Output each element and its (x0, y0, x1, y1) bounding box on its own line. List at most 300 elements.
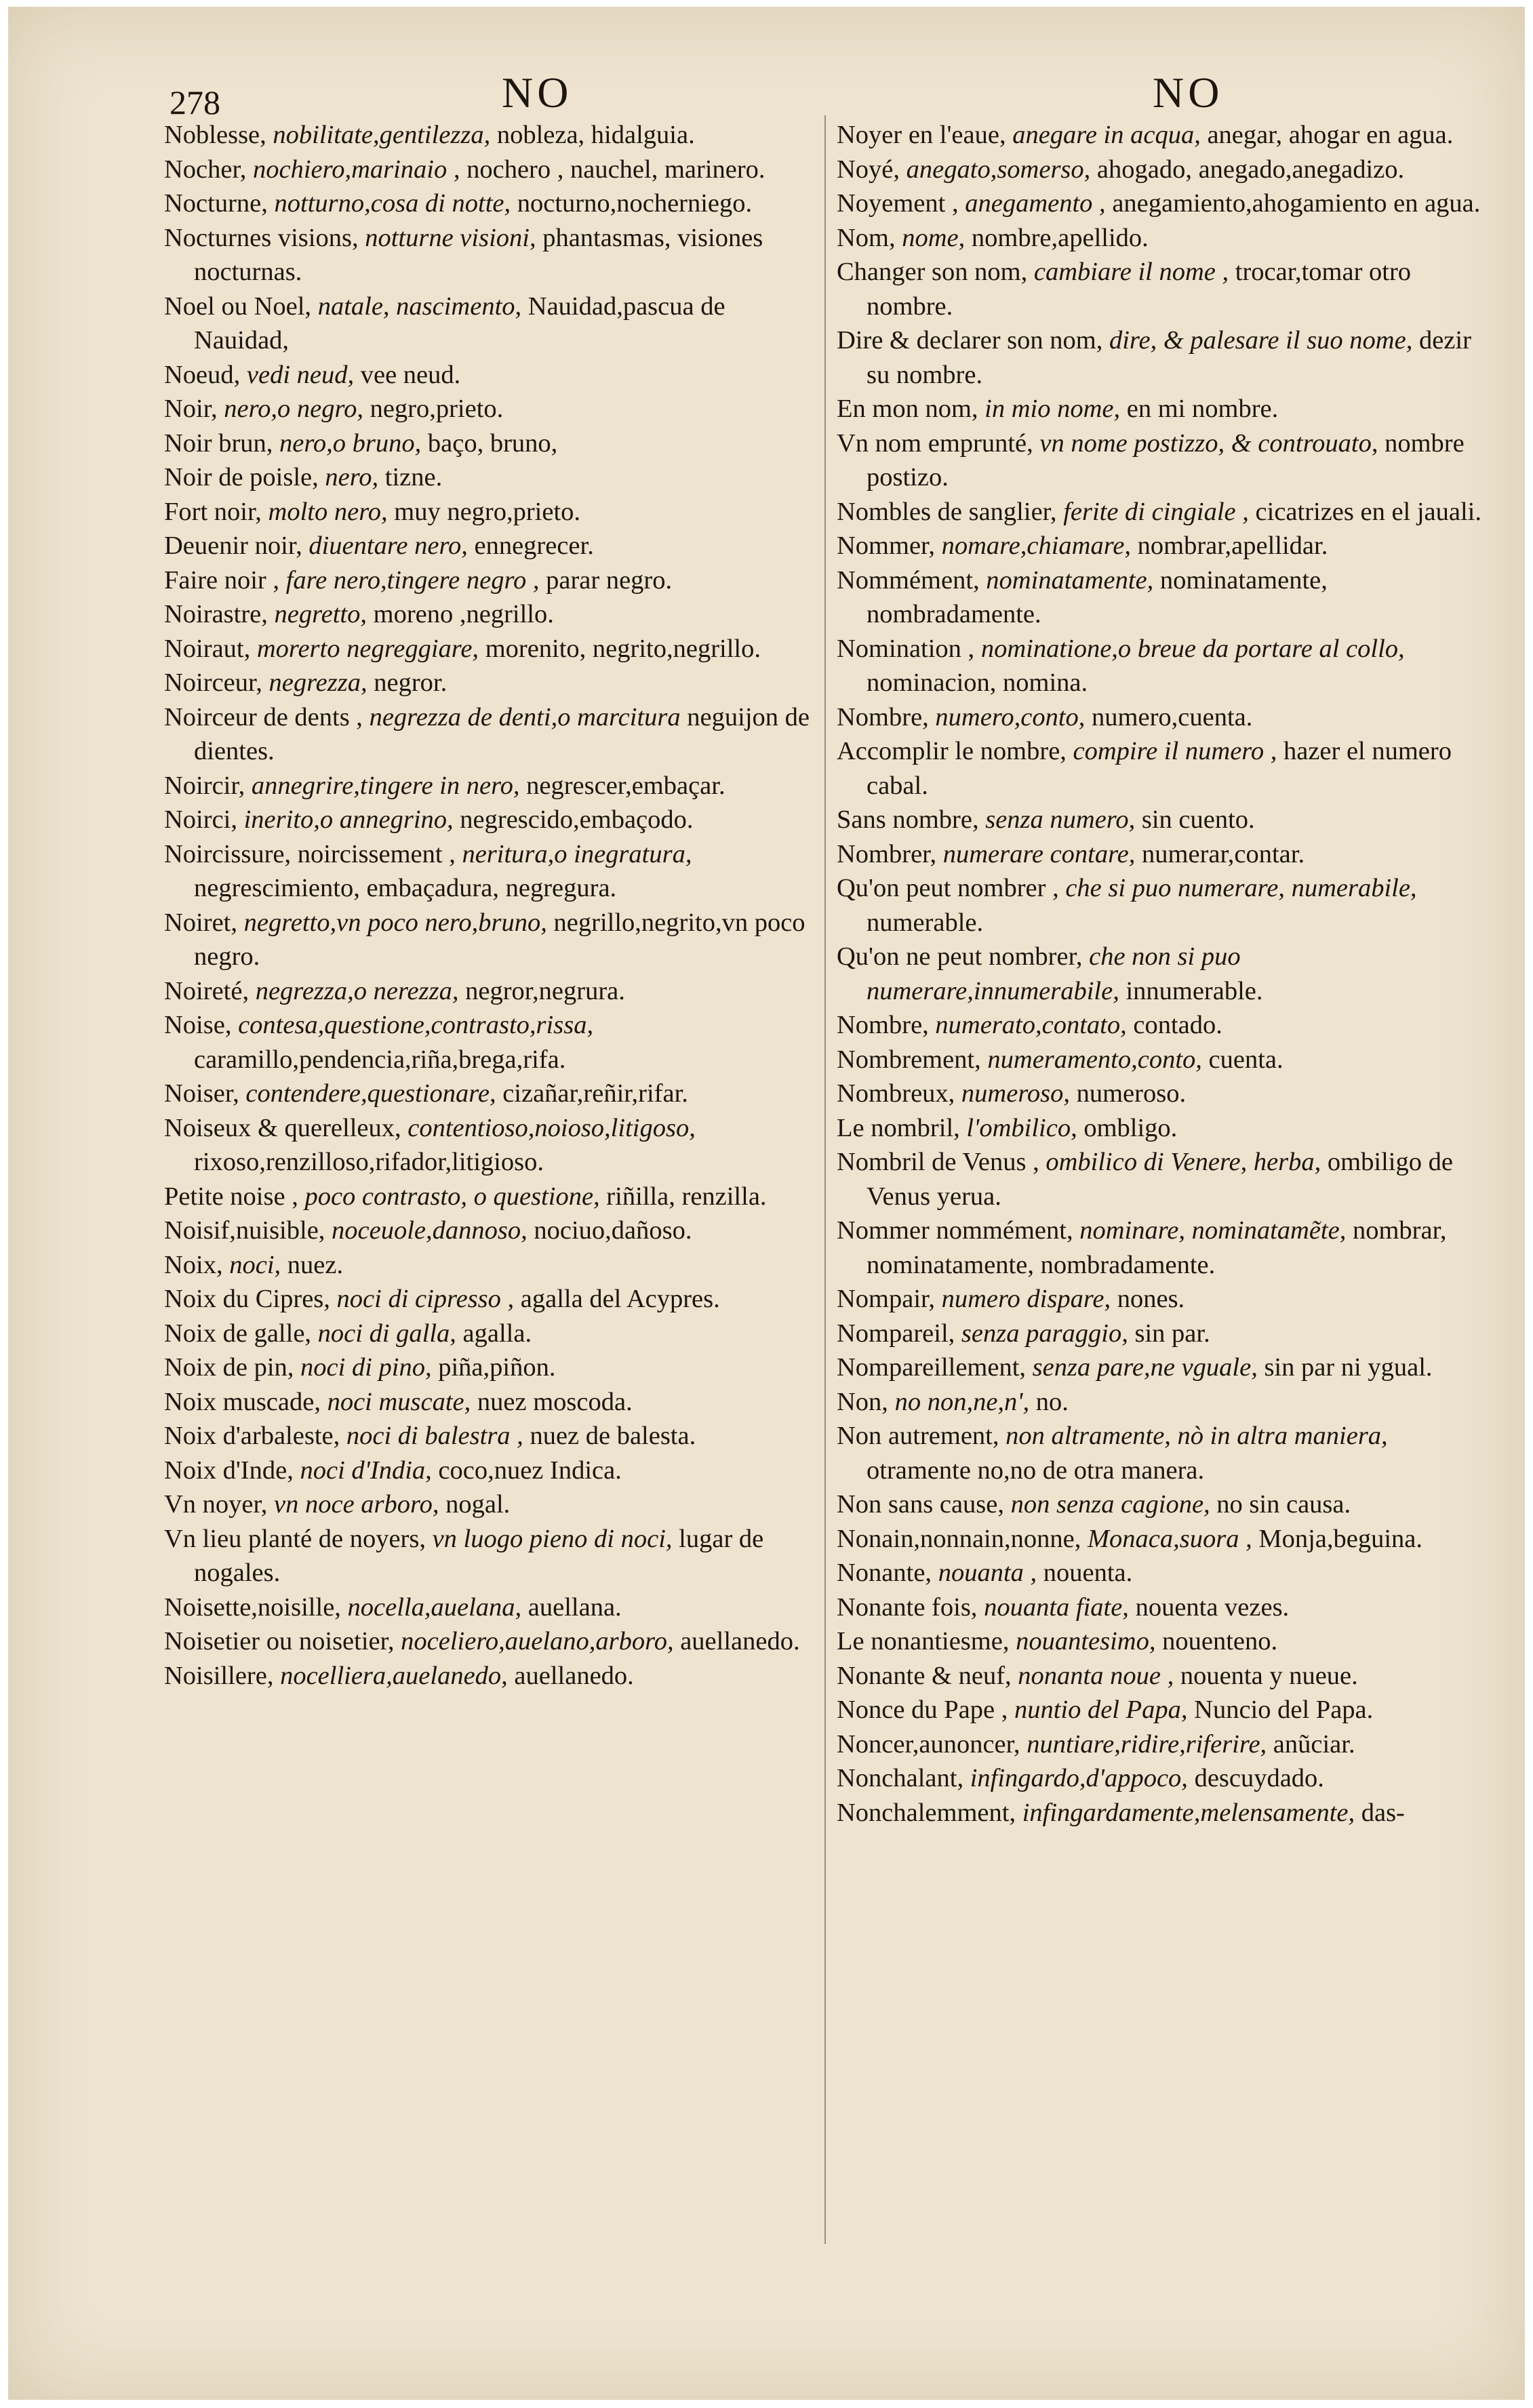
italian-translation: noci d'India, (300, 1456, 432, 1485)
dictionary-page (8, 7, 1525, 2400)
french-headword: Noirceur de dents , (164, 702, 363, 731)
italian-translation: negrezza de denti,o marcitura (369, 702, 681, 731)
spanish-translation: sin par. (1134, 1319, 1210, 1348)
dictionary-entry (164, 392, 815, 426)
dictionary-entry (164, 1624, 815, 1659)
italian-translation: vn nome postizzo, & controuato, (1039, 428, 1378, 458)
spanish-translation: negrillo,negrito,vn poco negro. (194, 908, 805, 971)
left-column (164, 118, 815, 1693)
dictionary-entry (164, 1350, 815, 1385)
spanish-translation: negrescido,embaçodo. (460, 805, 694, 834)
italian-translation: nocelliera,auelanedo, (280, 1661, 508, 1690)
italian-translation: nomare,chiamare, (941, 531, 1132, 560)
italian-translation: vn luogo pieno di noci, (432, 1524, 673, 1553)
dictionary-entry (837, 1111, 1491, 1146)
dictionary-entry (837, 1796, 1491, 1830)
french-headword: Nocher, (164, 155, 247, 184)
spanish-translation: neguijon de dientes. (194, 702, 810, 765)
dictionary-entry (164, 1213, 815, 1248)
spanish-translation: negrescimiento, embaçadura, negregura. (194, 874, 617, 902)
spanish-translation: Nuncio del Papa. (1194, 1695, 1374, 1724)
italian-translation: notturno,cosa di notte, (274, 189, 511, 218)
dictionary-entry (837, 1350, 1491, 1385)
italian-translation: contendere,questionare, (245, 1079, 496, 1108)
dictionary-entry (837, 1008, 1491, 1043)
spanish-translation: nogal. (445, 1490, 511, 1519)
french-headword: Noirceur, (164, 668, 262, 697)
spanish-translation: nones. (1117, 1285, 1185, 1313)
italian-translation: neritura,o inegratura, (462, 839, 692, 868)
dictionary-entry (837, 1727, 1491, 1762)
italian-translation: numerato,contato, (935, 1011, 1127, 1039)
dictionary-entry (837, 1282, 1491, 1317)
french-headword: Noirci, (164, 805, 237, 834)
spanish-translation: coco,nuez Indica. (438, 1456, 622, 1485)
italian-translation: diuentare nero, (308, 531, 468, 560)
dictionary-entry (837, 529, 1491, 563)
dictionary-entry (837, 1077, 1491, 1111)
dictionary-entry (837, 1659, 1491, 1693)
italian-translation: numeramento,conto, (987, 1045, 1202, 1074)
italian-translation: nuntio del Papa, (1014, 1695, 1188, 1724)
italian-translation: dire, & palesare il suo nome, (1109, 326, 1413, 355)
italian-translation: numeroso, (961, 1079, 1070, 1108)
french-headword: Qu'on peut nombrer , (837, 874, 1059, 902)
french-headword: Noncer,aunoncer, (837, 1729, 1020, 1759)
italian-translation: nominare, nominatamẽte, (1079, 1216, 1347, 1245)
spanish-translation: nombrar,apellidar. (1137, 531, 1328, 560)
spanish-translation: numero,cuenta. (1092, 702, 1253, 731)
spanish-translation: nouenta. (1043, 1559, 1133, 1587)
dictionary-entry (837, 1213, 1491, 1282)
italian-translation: nouanta , (938, 1559, 1037, 1587)
italian-translation: negretto, (274, 600, 367, 628)
dictionary-entry (164, 1453, 815, 1488)
dictionary-entry (164, 1385, 815, 1420)
french-headword: Noblesse, (164, 121, 266, 149)
french-headword: Nonchalemment, (837, 1798, 1016, 1827)
french-headword: Noiret, (164, 908, 237, 937)
dictionary-entry (164, 1077, 815, 1111)
italian-translation: senza pare,ne vguale, (1032, 1353, 1258, 1382)
spanish-translation: nominatamente, nombradamente. (867, 565, 1328, 628)
spanish-translation: en mi nombre. (1126, 395, 1279, 423)
french-headword: Nonchalant, (837, 1764, 964, 1792)
dictionary-entry (837, 1761, 1491, 1796)
spanish-translation: anegamiento,ahogamiento en agua. (1112, 189, 1481, 218)
french-headword: Nombrement, (837, 1045, 981, 1074)
french-headword: Changer son nom, (837, 258, 1028, 286)
dictionary-entry (837, 871, 1491, 940)
italian-translation: anegato,somerso, (906, 155, 1091, 184)
italian-translation: non senza cagione, (1010, 1490, 1210, 1519)
spanish-translation: otramente no,no de otra manera. (867, 1456, 1205, 1485)
dictionary-entry (837, 495, 1491, 529)
french-headword: Noircissure, noircissement , (164, 839, 456, 868)
french-headword: Nonante & neuf, (837, 1661, 1012, 1690)
french-headword: Le nombril, (837, 1113, 960, 1142)
column-divider (824, 115, 826, 2244)
french-headword: Nonante fois, (837, 1592, 978, 1622)
italian-translation: anegamento , (965, 189, 1106, 218)
french-headword: Petite noise , (164, 1182, 298, 1211)
french-headword: Noix de pin, (164, 1353, 294, 1382)
spanish-translation: nuez. (287, 1250, 344, 1279)
italian-translation: nome, (902, 223, 965, 252)
dictionary-entry (164, 632, 815, 666)
dictionary-entry (164, 1248, 815, 1283)
italian-translation: infingardamente,melensamente, (1022, 1798, 1355, 1827)
spanish-translation: nobleza, hidalguia. (496, 121, 695, 149)
french-headword: Nompair, (837, 1285, 935, 1313)
spanish-translation: phantasmas, visiones nocturnas. (194, 223, 763, 286)
running-head-left: NO (502, 68, 573, 117)
spanish-translation: contado. (1133, 1011, 1222, 1039)
spanish-translation: muy negro,prieto. (394, 497, 581, 526)
spanish-translation: nocturno,nocherniego. (517, 189, 753, 218)
spanish-translation: auellanedo. (680, 1627, 800, 1656)
french-headword: Qu'on ne peut nombrer, (837, 942, 1083, 971)
italian-translation: nominatamente, (986, 565, 1154, 595)
dictionary-entry (164, 221, 815, 289)
french-headword: Noix du Cipres, (164, 1285, 330, 1313)
french-headword: Noyement , (837, 189, 959, 218)
dictionary-entry (164, 495, 815, 529)
spanish-translation: negrescer,embaçar. (526, 771, 725, 800)
spanish-translation: anegar, ahogar en agua. (1207, 121, 1454, 149)
dictionary-entry (837, 1522, 1491, 1557)
italian-translation: ombilico di Venere, herba, (1046, 1148, 1321, 1176)
italian-translation: numerare contare, (942, 839, 1136, 868)
italian-translation: noci muscate, (327, 1387, 471, 1416)
italian-translation: che si puo numerare, numerabile, (1065, 874, 1417, 902)
dictionary-entry (837, 392, 1491, 426)
spanish-translation: numerar,contar. (1142, 839, 1305, 868)
italian-translation: negrezza,o nerezza, (255, 976, 459, 1005)
dictionary-entry (164, 186, 815, 221)
french-headword: Noyer en l'eaue, (837, 121, 1006, 149)
dictionary-entry (837, 323, 1491, 392)
spanish-translation: nombre postizo. (867, 428, 1465, 491)
italian-translation: numero,conto, (935, 702, 1086, 731)
italian-translation: contentioso,noioso,litigoso, (407, 1113, 696, 1142)
spanish-translation: negro,prieto. (370, 395, 504, 423)
dictionary-entry (164, 1180, 815, 1214)
dictionary-entry (837, 563, 1491, 632)
spanish-translation: trocar,tomar otro nombre. (867, 258, 1412, 321)
italian-translation: numero dispare, (941, 1285, 1111, 1313)
italian-translation: fare nero,tingere negro , (285, 565, 540, 595)
italian-translation: noci di galla, (317, 1319, 456, 1348)
italian-translation: nuntiare,ridire,riferire, (1027, 1729, 1267, 1759)
dictionary-entry (164, 153, 815, 187)
french-headword: Nombre, (837, 702, 929, 731)
italian-translation: non altramente, nò in altra maniera, (1006, 1422, 1388, 1450)
italian-translation: vedi neud, (246, 360, 355, 389)
dictionary-entry (164, 460, 815, 495)
french-headword: Noircir, (164, 771, 245, 800)
french-headword: Nommer, (837, 531, 935, 560)
dictionary-entry (837, 1385, 1491, 1420)
spanish-translation: Nauidad,pascua de Nauidad, (194, 292, 725, 355)
italian-translation: nouantesimo, (1016, 1627, 1156, 1656)
dictionary-entry (837, 803, 1491, 837)
french-headword: Noirastre, (164, 600, 268, 628)
spanish-translation: moreno ,negrillo. (373, 600, 554, 628)
dictionary-entry (164, 1419, 815, 1453)
french-headword: Nombles de sanglier, (837, 497, 1057, 526)
dictionary-entry (164, 803, 815, 837)
dictionary-entry (164, 1282, 815, 1317)
french-headword: Noix, (164, 1250, 223, 1279)
french-headword: Noir de poisle, (164, 463, 319, 491)
french-headword: Faire noir , (164, 565, 279, 595)
french-headword: Noir, (164, 395, 218, 423)
french-headword: Nompareillement, (837, 1353, 1027, 1382)
italian-translation: natale, nascimento, (317, 292, 522, 321)
spanish-translation: lugar de nogales. (194, 1524, 764, 1587)
italian-translation: no non,ne,n', (894, 1387, 1030, 1416)
dictionary-entry (164, 1487, 815, 1522)
spanish-translation: nouenta vezes. (1135, 1592, 1290, 1622)
spanish-translation: nominacion, nomina. (867, 668, 1088, 697)
spanish-translation: cizañar,reñir,rifar. (502, 1079, 688, 1108)
dictionary-entry (164, 597, 815, 632)
italian-translation: poco contrasto, o questione, (304, 1182, 600, 1211)
dictionary-entry (164, 769, 815, 803)
italian-translation: l'ombilico, (966, 1113, 1077, 1142)
italian-translation: negretto,vn poco nero,bruno, (243, 908, 547, 937)
spanish-translation: nouenta y nueue. (1180, 1661, 1358, 1690)
dictionary-entry (837, 186, 1491, 221)
dictionary-entry (837, 1145, 1491, 1213)
french-headword: Nonain,nonnain,nonne, (837, 1524, 1081, 1553)
spanish-translation: ennegrecer. (474, 531, 594, 560)
spanish-translation: nuez moscoda. (477, 1387, 633, 1416)
french-headword: Nommer nommément, (837, 1216, 1073, 1245)
french-headword: Noireté, (164, 976, 250, 1005)
dictionary-entry (837, 734, 1491, 803)
dictionary-entry (164, 1522, 815, 1590)
dictionary-entry (164, 289, 815, 358)
italian-translation: compire il numero , (1073, 737, 1277, 765)
french-headword: Noyé, (837, 155, 900, 184)
spanish-translation: baço, bruno, (427, 428, 558, 458)
french-headword: Fort noir, (164, 497, 262, 526)
french-headword: Non sans cause, (837, 1490, 1004, 1519)
spanish-translation: auellanedo. (514, 1661, 634, 1690)
spanish-translation: descuydado. (1194, 1764, 1324, 1792)
spanish-translation: sin par ni ygual. (1264, 1353, 1433, 1382)
french-headword: Noix de galle, (164, 1319, 312, 1348)
french-headword: Sans nombre, (837, 805, 979, 834)
dictionary-entry (164, 906, 815, 974)
spanish-translation: morenito, negrito,negrillo. (485, 634, 761, 663)
spanish-translation: agalla del Acypres. (520, 1285, 720, 1313)
french-headword: Dire & declarer son nom, (837, 326, 1103, 355)
italian-translation: in mio nome, (984, 395, 1121, 423)
french-headword: Nom, (837, 223, 896, 252)
spanish-translation: nouenteno. (1162, 1627, 1278, 1656)
italian-translation: noci di cipresso , (336, 1285, 515, 1313)
spanish-translation: anũciar. (1273, 1729, 1355, 1759)
spanish-translation: sin cuento. (1141, 805, 1255, 834)
french-headword: Vn lieu planté de noyers, (164, 1524, 426, 1553)
dictionary-entry (837, 700, 1491, 735)
spanish-translation: no. (1035, 1387, 1069, 1416)
italian-translation: senza paraggio, (961, 1319, 1128, 1348)
italian-translation: nochiero,marinaio , (253, 155, 460, 184)
spanish-translation: negror,negrura. (465, 976, 625, 1005)
dictionary-entry (164, 426, 815, 461)
spanish-translation: Monja,beguina. (1258, 1524, 1422, 1553)
dictionary-entry (164, 700, 815, 769)
french-headword: Noiraut, (164, 634, 251, 663)
french-headword: Nocturne, (164, 189, 268, 218)
french-headword: Noix muscade, (164, 1387, 321, 1416)
italian-translation: noceuole,dannoso, (332, 1216, 527, 1245)
dictionary-entry (837, 1419, 1491, 1487)
italian-translation: morerto negreggiare, (256, 634, 479, 663)
spanish-translation: nociuo,dañoso. (534, 1216, 692, 1245)
spanish-translation: hazer el numero cabal. (867, 737, 1452, 800)
spanish-translation: agalla. (462, 1319, 532, 1348)
french-headword: Noir brun, (164, 428, 273, 458)
french-headword: Noisillere, (164, 1661, 274, 1690)
italian-translation: notturne visioni, (365, 223, 536, 252)
spanish-translation: negror. (374, 668, 447, 697)
dictionary-entry (837, 1624, 1491, 1659)
spanish-translation: ombligo. (1083, 1113, 1178, 1142)
page-number: 278 (170, 83, 220, 121)
spanish-translation: vee neud. (360, 360, 461, 389)
italian-translation: noci di pino, (300, 1353, 432, 1382)
dictionary-entry (837, 632, 1491, 700)
italian-translation: Monaca,suora , (1087, 1524, 1252, 1553)
french-headword: Nombreux, (837, 1079, 955, 1108)
french-headword: Nommément, (837, 565, 980, 595)
french-headword: Le nonantiesme, (837, 1627, 1010, 1656)
dictionary-entry (164, 1659, 815, 1693)
italian-translation: nobilitate,gentilezza, (273, 121, 491, 149)
dictionary-entry (837, 1693, 1491, 1727)
spanish-translation: nombre,apellido. (971, 223, 1149, 252)
dictionary-entry (837, 940, 1491, 1008)
spanish-translation: parar negro. (546, 565, 673, 595)
french-headword: Vn nom emprunté, (837, 428, 1033, 458)
italian-translation: nocella,auelana, (347, 1592, 522, 1622)
dictionary-entry (164, 118, 815, 153)
dictionary-entry (164, 1590, 815, 1625)
dictionary-entry (837, 1556, 1491, 1590)
italian-translation: senza numero, (985, 805, 1136, 834)
french-headword: Nonante, (837, 1559, 932, 1587)
spanish-translation: das- (1361, 1798, 1405, 1827)
french-headword: Nomination , (837, 634, 975, 663)
spanish-translation: cuenta. (1208, 1045, 1283, 1074)
dictionary-entry (164, 563, 815, 598)
dictionary-entry (164, 1111, 815, 1180)
dictionary-entry (837, 221, 1491, 256)
spanish-translation: rixoso,renzilloso,rifador,litigioso. (194, 1148, 544, 1176)
spanish-translation: innumerable. (1126, 976, 1263, 1005)
italian-translation: nero, (325, 463, 379, 491)
dictionary-entry (837, 1043, 1491, 1077)
french-headword: Vn noyer, (164, 1490, 268, 1519)
french-headword: Nompareil, (837, 1319, 955, 1348)
italian-translation: nero,o negro, (224, 395, 363, 423)
spanish-translation: numeroso. (1076, 1079, 1187, 1108)
dictionary-entry (837, 426, 1491, 495)
dictionary-entry (164, 1008, 815, 1077)
italian-translation: contesa,questione,contrasto,rissa, (238, 1011, 594, 1039)
spanish-translation: caramillo,pendencia,riña,brega,rifa. (194, 1045, 566, 1074)
french-headword: Deuenir noir, (164, 531, 302, 560)
french-headword: Nombre, (837, 1011, 929, 1039)
french-headword: Noiser, (164, 1079, 239, 1108)
italian-translation: ferite di cingiale , (1063, 497, 1249, 526)
french-headword: Noiseux & querelleux, (164, 1113, 401, 1142)
italian-translation: negrezza, (268, 668, 367, 697)
italian-translation: nonanta noue , (1018, 1661, 1174, 1690)
spanish-translation: nochero , nauchel, marinero. (466, 155, 765, 184)
spanish-translation: ombiligo de Venus yerua. (867, 1148, 1453, 1211)
dictionary-entry (837, 153, 1491, 187)
french-headword: Noisif,nuisible, (164, 1216, 325, 1245)
spanish-translation: nombrar, nominatamente, nombradamente. (867, 1216, 1447, 1279)
italian-translation: che non si puo numerare,innumerabile, (867, 942, 1241, 1005)
italian-translation: nero,o bruno, (279, 428, 422, 458)
spanish-translation: no sin causa. (1216, 1490, 1351, 1519)
french-headword: Accomplir le nombre, (837, 737, 1067, 765)
french-headword: Non, (837, 1387, 888, 1416)
french-headword: Noix d'Inde, (164, 1456, 294, 1485)
french-headword: Noeud, (164, 360, 241, 389)
spanish-translation: dezir su nombre. (867, 326, 1471, 389)
french-headword: Nombril de Venus , (837, 1148, 1039, 1176)
dictionary-entry (837, 118, 1491, 153)
spanish-translation: numerable. (867, 908, 984, 937)
french-headword: Non autrement, (837, 1422, 999, 1450)
dictionary-entry (837, 255, 1491, 323)
italian-translation: annegrire,tingere in nero, (251, 771, 520, 800)
french-headword: Noisetier ou noisetier, (164, 1627, 395, 1656)
french-headword: Noisette,noisille, (164, 1592, 341, 1622)
spanish-translation: nuez de balesta. (530, 1422, 696, 1450)
french-headword: Nocturnes visions, (164, 223, 359, 252)
italian-translation: nouanta fiate, (984, 1592, 1129, 1622)
italian-translation: inerito,o annegrino, (243, 805, 454, 834)
italian-translation: molto nero, (268, 497, 388, 526)
italian-translation: infingardo,d'appoco, (970, 1764, 1188, 1792)
italian-translation: noci di balestra , (346, 1422, 523, 1450)
italian-translation: anegare in acqua, (1012, 121, 1201, 149)
italian-translation: noceliero,auelano,arboro, (401, 1627, 674, 1656)
dictionary-entry (164, 666, 815, 700)
spanish-translation: riñilla, renzilla. (606, 1182, 767, 1211)
french-headword: En mon nom, (837, 395, 978, 423)
dictionary-entry (164, 1317, 815, 1351)
french-headword: Noise, (164, 1011, 232, 1039)
french-headword: Noix d'arbaleste, (164, 1422, 340, 1450)
french-headword: Nonce du Pape , (837, 1695, 1008, 1724)
dictionary-entry (837, 1590, 1491, 1625)
italian-translation: cambiare il nome , (1033, 258, 1229, 286)
spanish-translation: piña,piñon. (438, 1353, 556, 1382)
spanish-translation: tizne. (384, 463, 443, 491)
dictionary-entry (837, 837, 1491, 872)
french-headword: Noel ou Noel, (164, 292, 312, 321)
